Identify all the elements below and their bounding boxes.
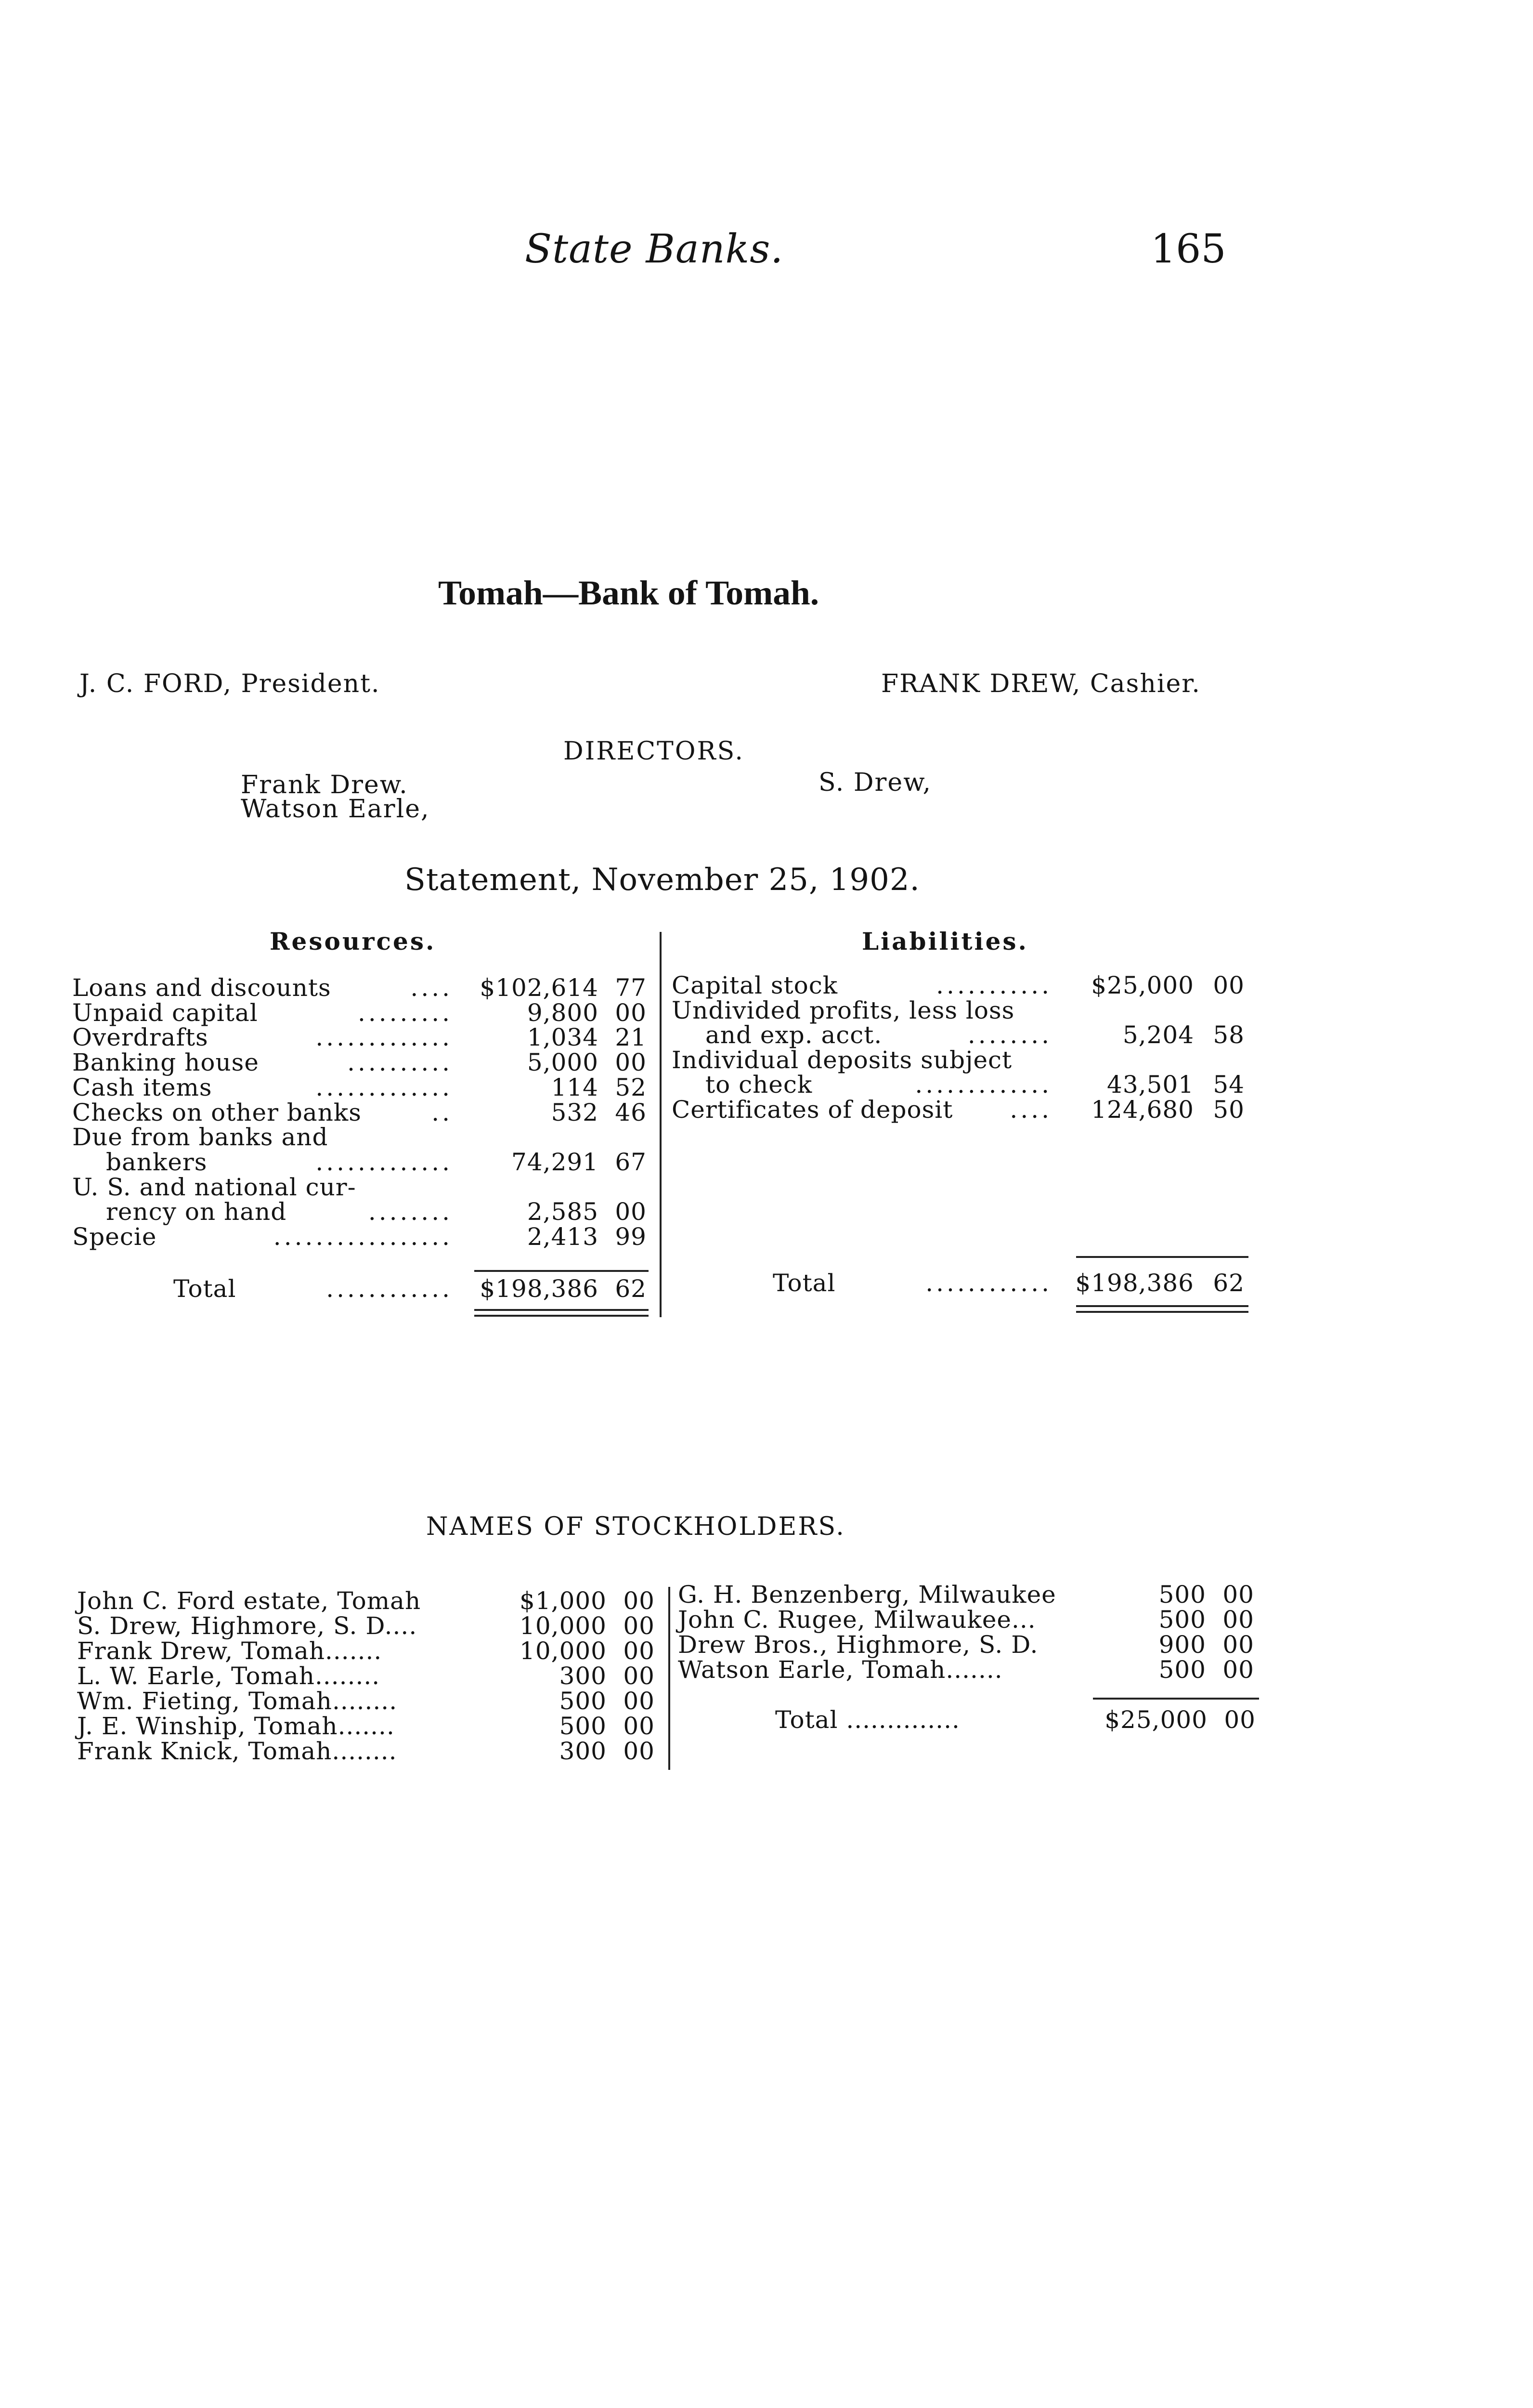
liabilities-leader-dots: ........... — [936, 973, 1052, 998]
resources-leader-dots: .. — [431, 1099, 453, 1125]
liabilities-row — [0, 1021, 1533, 1052]
stockholder-cents: 00 — [1222, 1656, 1254, 1684]
resources-total-rule-top — [474, 1270, 649, 1272]
director-2: Watson Earle, — [241, 795, 430, 824]
stockholder-row — [0, 1582, 1533, 1609]
resources-amount: 2,585 — [527, 1198, 598, 1226]
resources-amount: 114 — [551, 1073, 598, 1101]
stockholder-name: G. H. Benzenberg, Milwaukee — [678, 1581, 1056, 1609]
resources-leader-dots: ............. — [315, 1025, 453, 1050]
liabilities-leader-dots: .... — [1010, 1097, 1052, 1122]
resources-leader-dots: .... — [410, 975, 453, 1000]
resources-cents: 52 — [615, 1073, 647, 1101]
stockholder-name: Frank Knick, Tomah........ — [77, 1737, 397, 1765]
resources-total-label: Total — [173, 1275, 236, 1303]
liabilities-cents: 50 — [1213, 1095, 1245, 1124]
stockholder-amount: 500 — [1158, 1656, 1206, 1684]
resources-amount: 2,413 — [527, 1223, 598, 1251]
resources-label: rency on hand — [106, 1198, 287, 1226]
resources-label: Cash items — [72, 1073, 212, 1101]
resources-leader-dots: ............. — [315, 1149, 453, 1175]
stockholder-cents: 00 — [623, 1662, 655, 1690]
stockholder-row — [0, 1657, 1533, 1684]
resources-row — [0, 1224, 1533, 1251]
bank-title: Tomah—Bank of Tomah. — [438, 574, 819, 612]
resources-amount: 1,034 — [527, 1023, 598, 1052]
liabilities-label: and exp. acct. — [705, 1021, 883, 1049]
resources-cents: 77 — [615, 974, 647, 1002]
liabilities-total-label: Total — [773, 1269, 836, 1297]
resources-label: U. S. and national cur- — [72, 1174, 356, 1201]
page-number: 165 — [1151, 226, 1226, 272]
resources-label: Checks on other banks — [72, 1098, 362, 1126]
liabilities-cents: 54 — [1213, 1071, 1245, 1099]
liabilities-amount: 124,680 — [1091, 1095, 1194, 1124]
stockholder-cents: 00 — [1222, 1606, 1254, 1634]
stockholder-name: John C. Ford estate, Tomah — [77, 1587, 421, 1615]
stockholders-total-cents: 00 — [1224, 1706, 1256, 1734]
stockholder-cents: 00 — [623, 1637, 655, 1665]
stockholder-name: L. W. Earle, Tomah........ — [77, 1662, 380, 1690]
stockholders-total-label: Total .............. — [775, 1706, 960, 1734]
stockholder-amount: 10,000 — [520, 1612, 607, 1640]
liabilities-row — [0, 1072, 1533, 1099]
resources-label: Unpaid capital — [72, 998, 258, 1027]
liabilities-leader-dots: ........ — [967, 1022, 1052, 1047]
resources-leader-dots: ................. — [273, 1224, 453, 1249]
director-3: S. Drew, — [818, 768, 932, 797]
resources-total-cents: 62 — [615, 1275, 647, 1303]
stockholder-amount: 500 — [559, 1712, 607, 1740]
stockholder-amount: 300 — [559, 1737, 607, 1765]
stockholder-cents: 00 — [1222, 1581, 1254, 1609]
resources-label: Overdrafts — [72, 1023, 208, 1052]
resources-leader-dots: ........ — [368, 1199, 453, 1225]
liabilities-amount: 5,204 — [1122, 1021, 1194, 1049]
cashier: FRANK DREW, Cashier. — [881, 669, 1201, 698]
liabilities-total-row — [0, 1270, 1533, 1297]
resources-amount: 74,291 — [511, 1148, 598, 1176]
running-head: State Banks. — [525, 226, 784, 272]
stockholder-row — [0, 1632, 1533, 1659]
resources-cents: 00 — [615, 1048, 647, 1077]
stockholder-row — [0, 1607, 1533, 1634]
liabilities-label: Certificates of deposit — [672, 1095, 953, 1124]
resources-row — [0, 1199, 1533, 1226]
liabilities-label: Undivided profits, less loss — [672, 997, 1015, 1024]
stockholder-name: J. E. Winship, Tomah....... — [77, 1712, 395, 1740]
liabilities-amount: $25,000 — [1091, 971, 1194, 999]
resources-cents: 00 — [615, 998, 647, 1027]
stockholders-total-rule — [1093, 1698, 1259, 1700]
stockholder-amount: 300 — [559, 1662, 607, 1690]
stockholder-cents: 00 — [623, 1712, 655, 1740]
stockholder-name: Frank Drew, Tomah....... — [77, 1637, 382, 1665]
liabilities-cents: 00 — [1213, 971, 1245, 999]
stockholder-row — [0, 1739, 1533, 1766]
liabilities-label: Individual deposits subject — [672, 1047, 1013, 1074]
resources-cents: 67 — [615, 1148, 647, 1176]
stockholder-name: John C. Rugee, Milwaukee... — [678, 1606, 1036, 1634]
liabilities-leader-dots: ............. — [915, 1072, 1052, 1097]
stockholders-total-amount: $25,000 — [1104, 1706, 1208, 1734]
resources-total-dots: ............ — [326, 1276, 453, 1301]
resources-amount: $102,614 — [480, 974, 598, 1002]
stockholder-name: Wm. Fieting, Tomah........ — [77, 1687, 398, 1715]
resources-row — [0, 1175, 1533, 1202]
liabilities-total-amount: $198,386 — [1075, 1269, 1194, 1297]
resources-total-amount: $198,386 — [480, 1275, 598, 1303]
resources-label: Due from banks and — [72, 1125, 328, 1152]
liabilities-label: Capital stock — [672, 971, 838, 999]
liabilities-total-double-rule-2 — [1076, 1311, 1248, 1313]
stockholders-heading: NAMES OF STOCKHOLDERS. — [426, 1512, 845, 1541]
statement-title: Statement, November 25, 1902. — [404, 862, 920, 898]
resources-amount: 5,000 — [527, 1048, 598, 1077]
resources-row — [0, 1150, 1533, 1177]
stockholder-amount: 900 — [1158, 1631, 1206, 1659]
liabilities-row — [0, 973, 1533, 1000]
stockholder-cents: 00 — [623, 1687, 655, 1715]
resources-label: Specie — [72, 1223, 157, 1251]
resources-cents: 99 — [615, 1223, 647, 1251]
stockholder-amount: 500 — [1158, 1606, 1206, 1634]
resources-leader-dots: .......... — [347, 1050, 453, 1075]
stockholder-cents: 00 — [623, 1587, 655, 1615]
stockholder-name: Drew Bros., Highmore, S. D. — [678, 1631, 1039, 1659]
resources-total-double-rule-1 — [474, 1309, 649, 1311]
resources-amount: 9,800 — [527, 998, 598, 1027]
liabilities-total-double-rule-1 — [1076, 1305, 1248, 1307]
resources-label: Loans and discounts — [72, 974, 331, 1002]
resources-heading: Resources. — [270, 927, 436, 955]
resources-cents: 46 — [615, 1098, 647, 1126]
resources-label: bankers — [106, 1148, 208, 1176]
president: J. C. FORD, President. — [79, 669, 380, 698]
resources-amount: 532 — [551, 1098, 598, 1126]
resources-row — [0, 1125, 1533, 1152]
liabilities-total-rule-top — [1076, 1256, 1248, 1258]
directors-heading: DIRECTORS. — [563, 737, 744, 766]
stockholder-cents: 00 — [623, 1737, 655, 1765]
liabilities-total-dots: ............ — [925, 1270, 1052, 1296]
liabilities-total-cents: 62 — [1213, 1269, 1245, 1297]
resources-total-double-rule-2 — [474, 1315, 649, 1317]
resources-cents: 00 — [615, 1198, 647, 1226]
liabilities-heading: Liabilities. — [862, 927, 1028, 955]
resources-leader-dots: ............. — [315, 1074, 453, 1100]
liabilities-label: to check — [705, 1071, 813, 1099]
resources-leader-dots: ......... — [357, 1000, 453, 1025]
resources-cents: 21 — [615, 1023, 647, 1052]
stockholder-cents: 00 — [1222, 1631, 1254, 1659]
stockholder-amount: 500 — [559, 1687, 607, 1715]
stockholder-amount: 500 — [1158, 1581, 1206, 1609]
stockholder-name: Watson Earle, Tomah....... — [678, 1656, 1003, 1684]
stockholders-total-row — [0, 1707, 1533, 1734]
resources-label: Banking house — [72, 1048, 259, 1077]
liabilities-cents: 58 — [1213, 1021, 1245, 1049]
liabilities-amount: 43,501 — [1107, 1071, 1194, 1099]
stockholder-amount: 10,000 — [520, 1637, 607, 1665]
director-1: Frank Drew. — [241, 771, 408, 799]
stockholder-name: S. Drew, Highmore, S. D.... — [77, 1612, 417, 1640]
stockholder-cents: 00 — [623, 1612, 655, 1640]
stockholder-amount: $1,000 — [520, 1587, 607, 1615]
liabilities-row — [0, 1097, 1533, 1124]
